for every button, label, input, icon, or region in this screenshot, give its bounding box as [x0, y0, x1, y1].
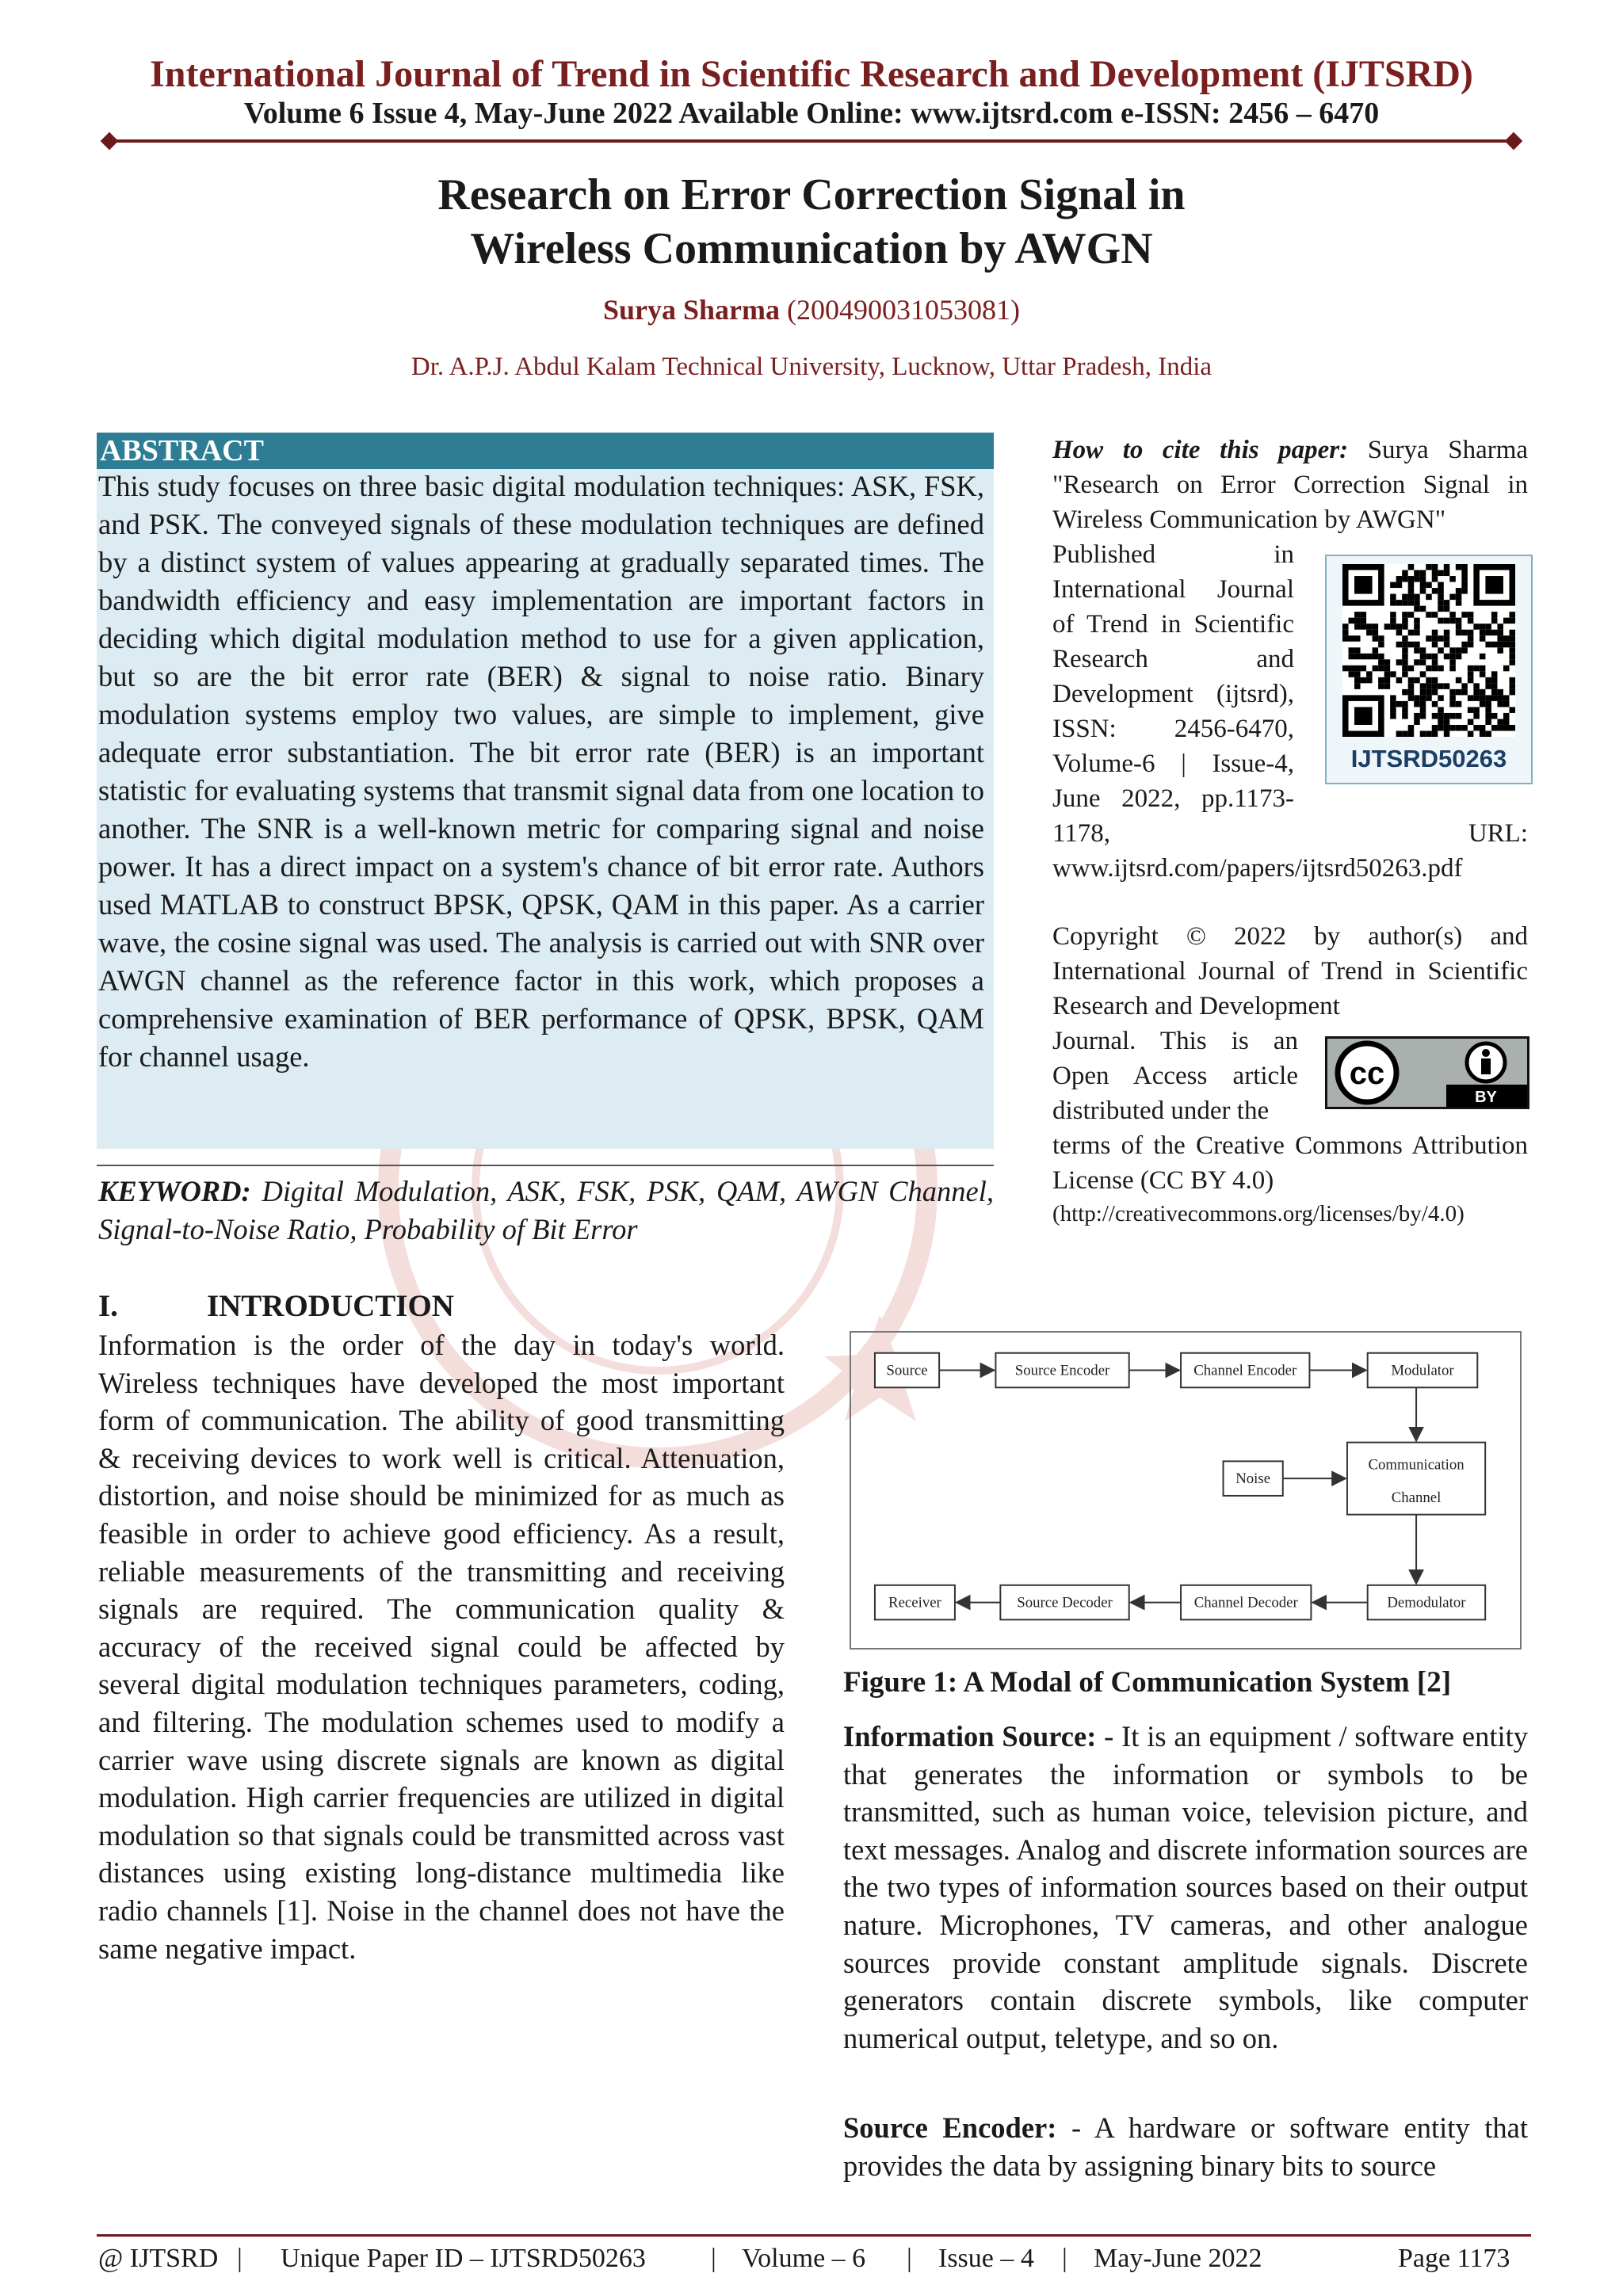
section-title: INTRODUCTION: [206, 1289, 454, 1323]
keyword-block: [98, 1173, 994, 1249]
copyright-open-access: Journal. This is an Open Access article distributed under the: [1052, 1027, 1298, 1125]
source-label: Source: [886, 1362, 928, 1379]
source-encoder-label-text: Source Encoder:: [843, 2111, 1057, 2144]
header-rule: [109, 139, 1514, 143]
communication-system-diagram: [850, 1331, 1522, 1650]
keyword-label: KEYWORD:: [98, 1175, 251, 1207]
footer-issue: Issue – 4: [938, 2244, 1034, 2273]
copyright-license: terms of the Creative Commons Attribution License (CC BY 4.0): [1052, 1131, 1528, 1195]
affiliation: Dr. A.P.J. Abdul Kalam Technical University, Lucknow, Uttar Pradesh, India: [411, 353, 1212, 381]
author-id: (200490031053081): [780, 294, 1020, 326]
receiver-label: Receiver: [888, 1594, 941, 1611]
source-encoder-label: Source Encoder: [1014, 1362, 1110, 1379]
citation-text: Surya Sharma "Research on Error Correction Signal in Wireless Communication by AWGN": [1052, 436, 1529, 534]
footer-page: Page 1173: [1398, 2244, 1510, 2273]
abstract-heading: ABSTRACT: [97, 433, 994, 469]
cc-by-icon: [1327, 1039, 1527, 1107]
paper-title-line2: Wireless Communication by AWGN: [470, 224, 1153, 273]
cc-by-label: BY: [1475, 1089, 1497, 1106]
figure-caption: Figure 1: A Modal of Communication System [2]: [843, 1666, 1452, 1699]
source-encoder-paragraph: [843, 2109, 1528, 2184]
footer-date: May-June 2022: [1094, 2244, 1262, 2273]
paper-title: [0, 168, 1623, 276]
svg-text:cc: cc: [1349, 1056, 1385, 1091]
qr-paper-id: IJTSRD50263: [1350, 745, 1507, 772]
source-decoder-label: Source Decoder: [1017, 1594, 1113, 1611]
communication-label: Communication: [1368, 1456, 1465, 1474]
citation-published: Published in International Journal of Trend in Scientific Research and Development (ijtsrd), ISSN: 2456-6470, Volume-6 | Issue-4, June 2022, pp.1173-1178,: [1052, 540, 1294, 848]
citation-label: How to cite this paper: [1052, 436, 1340, 464]
footer-journal: @ IJTSRD: [98, 2244, 219, 2273]
journal-issue-line: Volume 6 Issue 4, May-June 2022 Available Online: www.ijtsrd.com e-ISSN: 2456 – 6470: [243, 97, 1380, 130]
demodulator-label: Demodulator: [1387, 1594, 1466, 1611]
channel-encoder-label: Channel Encoder: [1193, 1362, 1297, 1379]
journal-title: International Journal of Trend in Scientific Research and Development (IJTSRD): [150, 53, 1473, 95]
copyright-line: Copyright © 2022 by author(s) and International Journal of Trend in Scientific Research and Development: [1052, 922, 1528, 1020]
channel-label: Channel: [1391, 1489, 1442, 1506]
copyright-license-url[interactable]: (http://creativecommons.org/licenses/by/4.0): [1052, 1201, 1465, 1226]
citation-url[interactable]: www.ijtsrd.com/papers/ijtsrd50263.pdf: [1052, 854, 1463, 883]
channel-decoder-label: Channel Decoder: [1193, 1594, 1298, 1611]
footer-rule: [97, 2234, 1531, 2237]
keyword-text: Digital Modulation, ASK, FSK, PSK, QAM, AWGN Channel, Signal-to-Noise Ratio, Probability of Bit Error: [98, 1175, 994, 1245]
footer-paper-id: Unique Paper ID – IJTSRD50263: [281, 2244, 646, 2273]
modulator-label: Modulator: [1391, 1362, 1454, 1379]
footer-volume: Volume – 6: [742, 2244, 866, 2273]
section-number: I.: [98, 1289, 118, 1323]
information-source-text: - It is an equipment / software entity that generates the information or symbols to be transmitted, such as human voice, television picture, and text messages. Analog and discrete information sources are the two types of information sources based on their output nature. Microphones, TV cameras, and other analogue sources provide constant amplitude signals. Discrete generators contain discrete symbols, like computer numerical output, teletype, and so on.: [843, 1720, 1528, 2054]
paper-title-line1: Research on Error Correction Signal in: [437, 170, 1186, 219]
source-encoder-text: - A hardware or software entity that provides the data by assigning binary bits to source: [843, 2111, 1528, 2182]
header-rule-right-diamond: [1505, 132, 1523, 151]
introduction-text: Information is the order of the day in today's world. Wireless techniques have developed the most important form of communication. The ability of good transmitting & receiving devices to work well is critical. Attenuation, distortion, and noise should be minimized for as much as feasible in order to achieve good efficiency. As a result, reliable measurements of the transmitting and receiving signals are required. The communication quality & accuracy of the received signal could be affected by several digital modulation techniques parameters, coding, and filtering. The modulation schemes used to modify a carrier wave using discrete signals are known as digital modulation. High carrier frequencies are utilized in digital modulation so that signals could be transmitted across vast distances using existing long-distance multimedia like radio channels [1]. Noise in the channel does not have the same negative impact.: [98, 1329, 785, 1965]
qr-code-icon: [1342, 564, 1515, 737]
author-line: [0, 293, 1623, 326]
noise-label: Noise: [1235, 1470, 1271, 1488]
citation-url-label: URL:: [1468, 819, 1528, 848]
keyword-rule: [97, 1165, 994, 1166]
abstract-text: This study focuses on three basic digital modulation techniques: ASK, FSK, and PSK. The conveyed signals of these modulation techniques are defined by a distinct system of values appearing at gradually separated times. The bandwidth efficiency and easy implementation are important factors in deciding which digital modulation method to use for a given application, but so are the bit error rate (BER) & signal to noise ratio. Binary modulation systems employ two values, are simple to implement, give adequate error substantiation. The bit error rate (BER) is an important statistic for evaluating systems that transmit signal data from one location to another. The SNR is a well-known metric for comparing signal and noise power. It has a direct impact on a system's chance of bit error rate. Authors used MATLAB to construct BPSK, QPSK, QAM in this paper. As a carrier wave, the cosine signal was used. The analysis is carried out with SNR over AWGN channel as the reference factor in this work, which proposes a comprehensive examination of BER performance of QPSK, BPSK, QAM for channel usage.: [98, 470, 984, 1073]
section-heading-introduction: [98, 1288, 454, 1324]
information-source-label: Information Source:: [843, 1720, 1097, 1753]
cc-by-badge: [1325, 1036, 1529, 1109]
information-source-paragraph: [843, 1718, 1528, 2057]
citation-intro: How to cite this paper: Surya Sharma "Research on Error Correction Signal in Wireless Communication by AWGN": [1052, 436, 1529, 534]
author-name: Surya Sharma: [602, 294, 781, 326]
